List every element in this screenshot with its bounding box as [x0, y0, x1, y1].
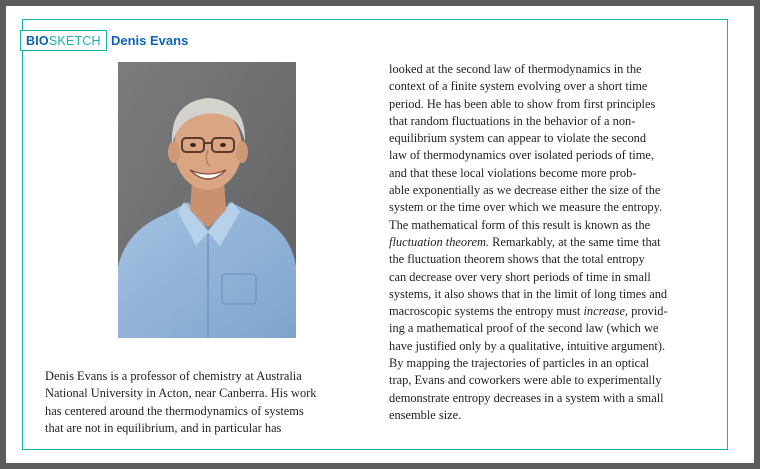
- portrait-photo-icon: [118, 62, 296, 338]
- ear-left: [168, 141, 180, 163]
- text-run: ing a mathematical proof of the second law (which we: [389, 321, 659, 336]
- text-line: [389, 165, 668, 182]
- text-line: [389, 147, 668, 164]
- text-line: [389, 234, 668, 251]
- text-run: Denis Evans is a professor of chemistry at Australia: [45, 369, 302, 383]
- text-line: [389, 355, 668, 372]
- text-run: and that these local violations become more prob-: [389, 165, 637, 180]
- text-run: period. He has been able to show from first principles: [389, 96, 656, 111]
- text-line: [389, 217, 668, 234]
- text-run: that are not in equilibrium, and in particular has: [45, 420, 282, 435]
- text-run: The mathematical form of this result is known as the: [389, 217, 651, 232]
- text-run: demonstrate entropy decreases in a system with a small: [389, 390, 664, 405]
- eye-left: [190, 143, 196, 147]
- text-run: , provid-: [624, 304, 668, 319]
- text-emphasis: fluctuation theorem.: [389, 234, 490, 249]
- text-line: [45, 368, 317, 385]
- text-line: [389, 286, 668, 303]
- text-line: [389, 390, 668, 407]
- text-run: the fluctuation theorem shows that the total entropy: [389, 252, 645, 267]
- text-line: [389, 269, 668, 286]
- text-run: ensemble size.: [389, 407, 462, 422]
- text-line: [389, 130, 668, 147]
- tag-bio: BIO: [26, 33, 49, 48]
- text-line: [389, 78, 668, 95]
- bio-right-column: [389, 61, 668, 424]
- text-line: [45, 403, 317, 420]
- eye-right: [220, 143, 226, 147]
- text-run: macroscopic systems the entropy must: [389, 304, 584, 319]
- tag-sketch: SKETCH: [48, 33, 101, 48]
- text-line: [389, 338, 668, 355]
- text-run: looked at the second law of thermodynamics in the: [389, 62, 642, 76]
- text-run: equilibrium system can appear to violate the second: [389, 131, 647, 146]
- text-run: law of thermodynamics over isolated periods of time,: [389, 148, 654, 163]
- text-line: [389, 182, 668, 199]
- text-run: trap, Evans and coworkers were able to experimentally: [389, 373, 662, 388]
- text-line: [389, 407, 668, 424]
- text-line: [45, 385, 317, 402]
- text-run: that random fluctuations in the behavior of a non-: [389, 113, 636, 128]
- portrait-illustration: [118, 62, 296, 338]
- text-line: [389, 372, 668, 389]
- text-run: able exponentially as we decrease either the size of the: [389, 183, 661, 198]
- text-line: [45, 420, 317, 437]
- text-line: [389, 303, 668, 320]
- person-name: Denis Evans: [111, 33, 189, 48]
- text-run: system or the time over which we measure the entropy.: [389, 200, 663, 215]
- text-line: [389, 251, 668, 268]
- text-run: context of a finite system evolving over a short time: [389, 79, 648, 94]
- text-line: [389, 320, 668, 337]
- bio-left-column: [45, 368, 317, 437]
- text-line: [389, 113, 668, 130]
- text-run: systems, it also shows that in the limit of long times and: [389, 286, 668, 301]
- text-emphasis: increase: [583, 304, 625, 319]
- text-run: have justified only by a qualitative, intuitive argument).: [389, 338, 666, 353]
- biosketch-tag: [20, 30, 107, 51]
- text-run: Remarkably, at the same time that: [489, 234, 661, 249]
- text-line: [389, 96, 668, 113]
- text-line: [389, 199, 668, 216]
- text-run: National University in Acton, near Canberra. His work: [45, 386, 317, 401]
- text-run: has centered around the thermodynamics of systems: [45, 403, 304, 418]
- text-run: By mapping the trajectories of particles in an optical: [389, 356, 650, 371]
- ear-right: [236, 141, 248, 163]
- text-line: [389, 61, 668, 78]
- text-run: can decrease over very short periods of time in small: [389, 269, 651, 284]
